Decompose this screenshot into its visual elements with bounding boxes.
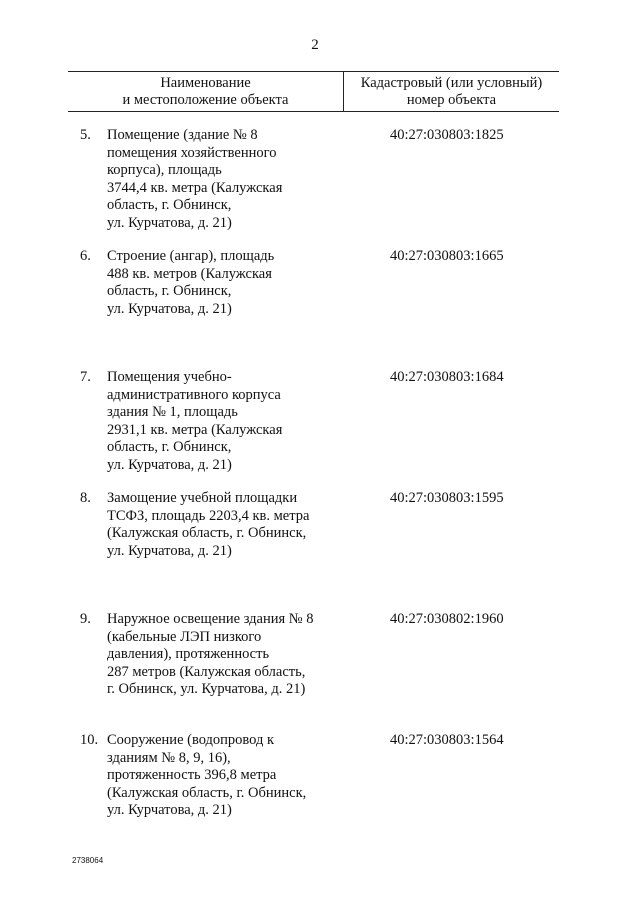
description-line: помещения хозяйственного (107, 144, 277, 161)
description-line: протяженность 396,8 метра (107, 767, 277, 783)
description-line: область, г. Обнинск, (107, 283, 232, 299)
description-line: ТСФЗ, площадь 2203,4 кв. метра (107, 507, 310, 524)
description-line: ул. Курчатова, д. 21) (107, 300, 232, 317)
object-description (107, 369, 337, 474)
description-line: административного корпуса (107, 386, 281, 403)
description-line: 488 кв. метров (Калужская (107, 265, 272, 282)
description-line: Замощение учебной площадки (107, 490, 298, 506)
table-row (0, 123, 640, 244)
header-cadastral-line: номер объекта (406, 92, 497, 108)
table-row (0, 607, 640, 728)
description-line: ул. Курчатова, д. 21) (107, 542, 232, 559)
description-line: давления), протяженность (107, 646, 270, 662)
description-line: Помещение (здание № 8 (107, 127, 258, 143)
description-line: 3744,4 кв. метра (Калужская (107, 179, 283, 196)
description-line: зданиям № 8, 9, 16), (107, 749, 231, 766)
description-line: Помещения учебно- (107, 369, 232, 385)
cadastral-number: 40:27:030802:1960 (390, 611, 504, 627)
table-body (0, 123, 640, 849)
description-line: корпуса), площадь (107, 162, 222, 178)
description-line: область, г. Обнинск, (107, 197, 232, 213)
description-line: область, г. Обнинск, (107, 439, 232, 455)
description-line: (Калужская область, г. Обнинск, (107, 784, 307, 801)
row-number: 7. (80, 369, 91, 385)
row-number: 9. (80, 611, 91, 627)
header-cadastral-line: Кадастровый (или условный) (360, 75, 543, 91)
header-name-column (68, 75, 343, 109)
cadastral-number: 40:27:030803:1665 (390, 248, 504, 264)
description-line: г. Обнинск, ул. Курчатова, д. 21) (107, 681, 306, 697)
description-line: Наружное освещение здания № 8 (107, 611, 314, 627)
header-cadastral-column (344, 75, 559, 109)
description-line: 2931,1 кв. метра (Калужская (107, 421, 283, 438)
description-line: (Калужская область, г. Обнинск, (107, 525, 307, 541)
object-description (107, 611, 337, 699)
header-name-line: и местоположение объекта (122, 92, 289, 108)
description-line: Сооружение (водопровод к (107, 732, 275, 748)
row-number: 8. (80, 490, 91, 506)
document-code: 2738064 (72, 856, 104, 865)
cadastral-number: 40:27:030803:1825 (390, 127, 504, 143)
cadastral-number: 40:27:030803:1564 (390, 732, 504, 748)
row-number: 10. (80, 732, 99, 748)
description-line: ул. Курчатова, д. 21) (107, 456, 232, 473)
description-line: ул. Курчатова, д. 21) (107, 214, 232, 231)
description-line: здания № 1, площадь (107, 404, 238, 420)
cadastral-number: 40:27:030803:1595 (390, 490, 504, 506)
table-row (0, 365, 640, 486)
header-name-line: Наименование (160, 75, 251, 91)
description-line: Строение (ангар), площадь (107, 248, 275, 264)
cadastral-number: 40:27:030803:1684 (390, 369, 504, 385)
table-header-bottom-rule (68, 111, 559, 112)
description-line: 287 метров (Калужская область, (107, 663, 306, 680)
row-number: 6. (80, 248, 91, 264)
table-top-rule (68, 71, 559, 72)
object-description (107, 490, 337, 560)
table-row (0, 486, 640, 607)
row-number: 5. (80, 127, 91, 143)
table-row (0, 728, 640, 849)
description-line: ул. Курчатова, д. 21) (107, 802, 232, 818)
object-description (107, 127, 337, 232)
object-description (107, 732, 337, 820)
description-line: (кабельные ЛЭП низкого (107, 628, 262, 645)
object-description (107, 248, 337, 318)
table-row (0, 244, 640, 365)
page-number: 2 (311, 37, 319, 53)
